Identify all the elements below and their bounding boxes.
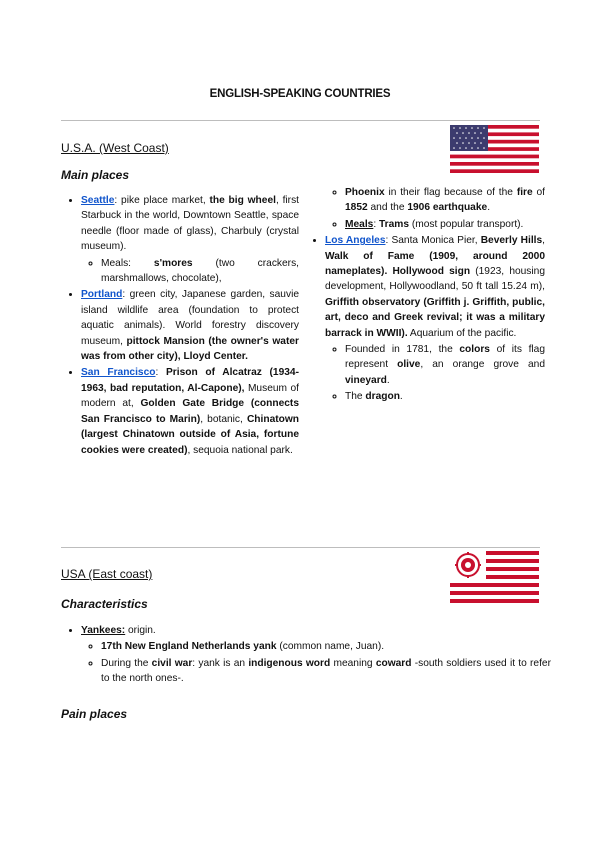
list-item-los-angeles — [325, 233, 545, 404]
text-bold: civil war — [151, 657, 193, 669]
text: , an orange grove and — [420, 359, 546, 371]
list-item-yankees — [81, 623, 551, 687]
text-bold: Phoenix — [345, 187, 385, 198]
text: : — [373, 218, 379, 230]
text: , first Starbuck in the world, Downtown Seattle, space needle (floor made of glass), Charbuly (crystal museum). — [81, 195, 299, 253]
text-bold: dragon — [365, 391, 400, 403]
east-list — [61, 623, 551, 688]
subheading-main-places: Main places — [61, 168, 130, 182]
text: of its flag represent — [345, 344, 545, 371]
usa-flag-image — [450, 125, 539, 173]
text-bold: Prison of Alcatraz (1934-1963, bad reputation, Al-Capone), — [81, 367, 299, 394]
text-bold: 17th New England Netherlands yank — [101, 641, 277, 653]
text-bold: pittock Mansion (the owner's water was from other city), Lloyd Center. — [81, 335, 299, 363]
text: (two crackers, marshmallows, chocolate), — [101, 257, 299, 285]
list-item-phoenix — [345, 185, 545, 216]
text: meaning — [330, 657, 376, 669]
text-bold: Walk of Fame (1909, around 2000 nameplates). Hollywood sign — [325, 250, 545, 278]
text-bold: coward — [375, 657, 412, 669]
text-bold: olive — [397, 359, 421, 371]
text: : green city, Japanese garden, sauvie island wildlife area (foundation to protect aquatic animals). World forestry discovery museum, — [81, 289, 299, 347]
text: , botanic, — [200, 413, 247, 425]
section-heading-west: U.S.A. (West Coast) — [61, 141, 169, 155]
text: in their flag because of the — [384, 187, 517, 198]
fallout-usa-flag-image — [450, 551, 539, 603]
text: : yank is an — [192, 657, 249, 669]
text: , — [542, 235, 545, 247]
left-column — [61, 193, 299, 459]
list-item-yank-origin — [101, 639, 551, 654]
list-item-dragon — [345, 389, 545, 404]
text-bold: colors — [459, 344, 490, 356]
text-bold: 1906 earthquake — [407, 202, 488, 214]
text-bold: Chinatown (largest Chinatown outside of Asia, fortune cookies were created) — [81, 413, 299, 456]
subheading-characteristics: Characteristics — [61, 597, 148, 611]
text: Founded in 1781, the — [345, 344, 460, 356]
text: (common name, Juan). — [276, 641, 385, 653]
text: . — [487, 202, 491, 214]
text-bold: Trams — [379, 218, 410, 230]
list-item-portland — [81, 287, 299, 364]
text: (most popular transport). — [409, 218, 524, 230]
divider — [61, 547, 540, 548]
text: origin. — [125, 625, 156, 636]
list-item-civil-war — [101, 656, 551, 687]
page-title: ENGLISH-SPEAKING COUNTRIES — [209, 88, 391, 100]
section-heading-east: USA (East coast) — [61, 567, 153, 581]
text-bold: fire — [516, 187, 533, 198]
list-item-meals — [101, 256, 299, 287]
text-bold: Yankees: — [81, 625, 126, 636]
text: , sequoia national park. — [187, 444, 293, 456]
text: -south soldiers used it to refer to the north ones-. — [101, 657, 551, 685]
text-bold: indigenous word — [248, 657, 331, 669]
text: . — [399, 391, 403, 403]
text-bold: Beverly Hills — [480, 235, 543, 247]
text: and the — [367, 202, 408, 214]
link-los-angeles[interactable]: Los Angeles — [325, 235, 386, 247]
link-san-francisco[interactable]: San Francisco — [81, 367, 156, 379]
text-bold: Griffith observatory (Griffith j. Griffith, public, art, deco and Greek revival; it was a military barrack in WWII). — [325, 296, 545, 339]
text-bold: Golden Gate Bridge (connects San Francisco to Marin) — [81, 398, 299, 425]
text: . — [386, 374, 390, 386]
text-bold: 1852 — [345, 202, 368, 214]
link-portland[interactable]: Portland — [81, 289, 123, 301]
text: The — [345, 391, 366, 403]
divider — [61, 120, 540, 121]
text: Meals: — [101, 257, 154, 269]
list-item-seattle — [81, 193, 299, 286]
text-bold: s'mores — [153, 257, 193, 269]
text: : pike place market, — [114, 195, 210, 206]
text: of — [532, 187, 545, 198]
list-item-san-francisco — [81, 365, 299, 457]
text: : Santa Monica Pier, — [385, 235, 481, 247]
subheading-pain-places: Pain places — [61, 707, 128, 721]
text-bold: vineyard — [345, 374, 387, 386]
list-item-meals-trams — [345, 217, 545, 232]
list-item-founded — [345, 342, 545, 388]
text: (1923, housing development, Hollywoodland, 50 ft tall 15.24 m), — [325, 266, 545, 293]
text: : — [155, 367, 166, 379]
text-bold: the big wheel — [209, 195, 276, 206]
text: Museum of modern at, — [81, 382, 299, 410]
text: Aquarium of the pacific. — [407, 327, 517, 339]
text: During the — [101, 657, 152, 669]
right-column — [305, 185, 545, 406]
text-bold: Meals — [345, 218, 374, 230]
link-seattle[interactable]: Seattle — [81, 195, 115, 206]
